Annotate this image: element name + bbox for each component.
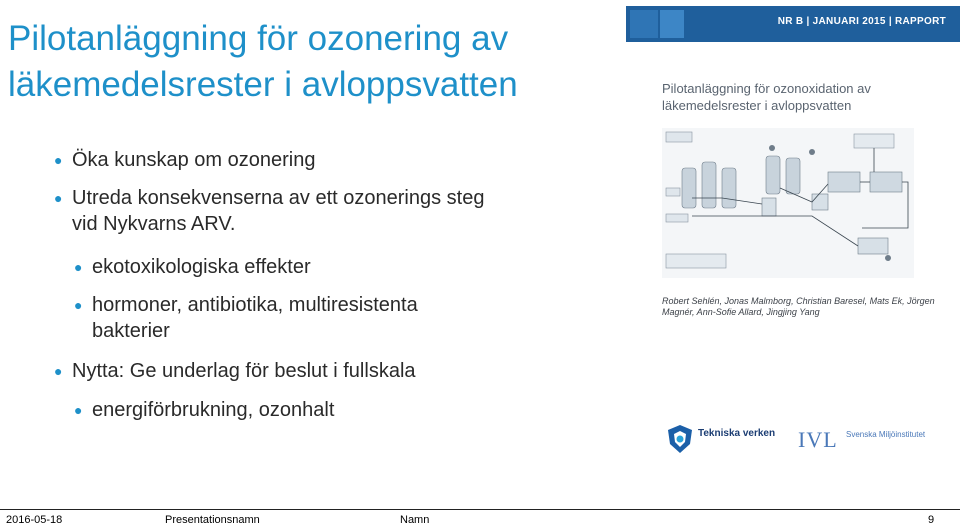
header-square-decor	[630, 10, 658, 38]
footer-page-number: 9	[928, 514, 935, 526]
process-diagram-image	[662, 128, 914, 278]
bullet-item	[54, 358, 592, 384]
bullet-dot-icon: ●	[74, 259, 83, 275]
header-square-decor	[660, 10, 684, 38]
report-header-bar	[626, 6, 960, 42]
bullet-item	[54, 147, 592, 173]
bullet-item	[74, 397, 592, 423]
ivl-logo	[798, 426, 928, 458]
bullet-item	[54, 185, 512, 237]
ivl-logo-subtext: Svenska Miljöinstitutet	[846, 430, 926, 439]
report-header-label: NR B | JANUARI 2015 | RAPPORT	[777, 16, 946, 27]
bullet-text: Utreda konsekvenserna av ett ozonerings steg vid Nykvarns ARV.	[72, 187, 485, 235]
slide-title: Pilotanläggning för ozonering av läkemedelsrester i avloppsvatten	[8, 19, 518, 104]
ivl-logo-text: IVL	[798, 427, 838, 452]
bullet-text: energiförbrukning, ozonhalt	[92, 399, 335, 421]
footer-divider	[0, 509, 960, 510]
bullet-text: hormoner, antibiotika, multiresistenta bakterier	[92, 294, 418, 342]
bullet-text: ekotoxikologiska effekter	[92, 256, 311, 278]
report-title: Pilotanläggning för ozonoxidation av läkemedelsrester i avloppsvatten	[662, 81, 871, 113]
tekniska-verken-logo	[666, 424, 776, 460]
bullet-text: Öka kunskap om ozonering	[72, 149, 316, 171]
report-authors: Robert Sehlén, Jonas Malmborg, Christian Baresel, Mats Ek, Jörgen Magnér, Ann-Sofie Allard, Jingjing Yang	[662, 296, 935, 317]
bullet-item	[74, 254, 592, 280]
footer-name: Namn	[400, 514, 430, 526]
tekniska-verken-logo-text: Tekniska verken	[698, 428, 776, 439]
bullet-dot-icon: ●	[54, 152, 63, 168]
bullet-item	[74, 292, 492, 344]
bullet-dot-icon: ●	[74, 402, 83, 418]
tekniska-verken-shield-icon	[666, 424, 694, 454]
bullet-dot-icon: ●	[54, 363, 63, 379]
bullet-dot-icon: ●	[74, 297, 83, 313]
bullet-text: Nytta: Ge underlag för beslut i fullskala	[72, 360, 416, 382]
report-cover-image	[626, 0, 960, 470]
footer-presentation-name: Presentationsnamn	[165, 514, 260, 526]
bullet-dot-icon: ●	[54, 190, 63, 206]
footer-date: 2016-05-18	[6, 514, 63, 526]
